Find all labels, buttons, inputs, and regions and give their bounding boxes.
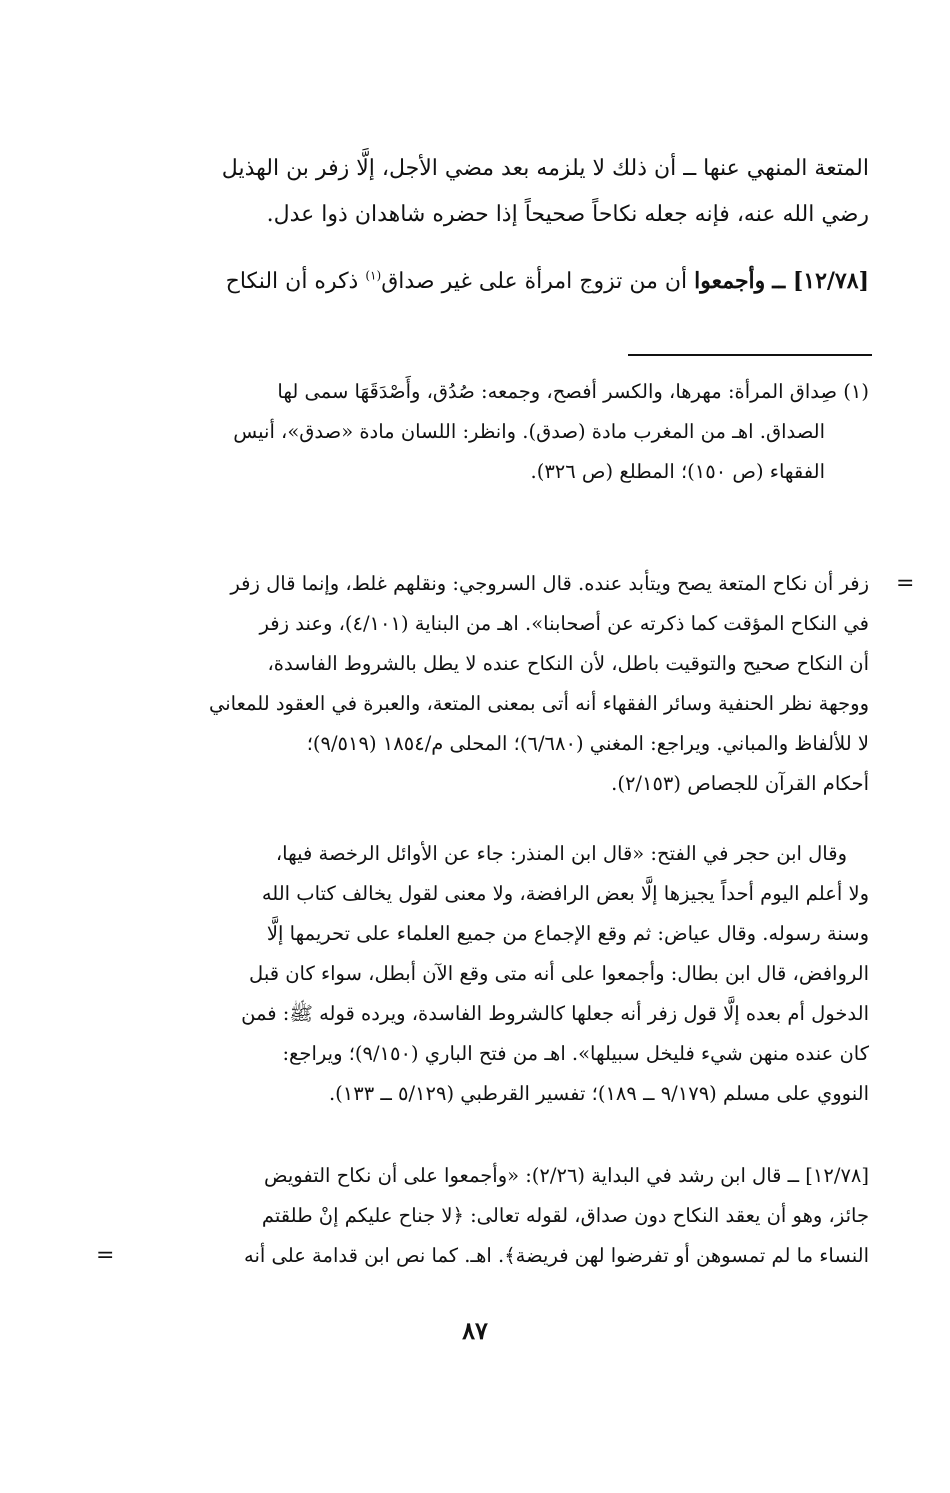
note-line: [١٢/٧٨] ــ قال ابن رشد في البداية (٢/٢٦): «وأجمعوا على أن نكاح التفويض [263, 1164, 869, 1187]
note-line: أحكام القرآن للجصاص (٢/١٥٣). [611, 772, 869, 795]
note-line: جائز، وهو أن يعقد النكاح دون صداق، لقوله تعالى: ﴿لا جناح عليكم إنْ طلقتم [261, 1204, 869, 1227]
continuation-mark-top: = [896, 571, 915, 596]
main-paragraph-1 [135, 146, 869, 238]
note-line: زفر أن نكاح المتعة يصح ويتأبد عنده. قال السروجي: ونقلهم غلط، وإنما قال زفر [230, 572, 869, 595]
footnote-line [135, 372, 869, 412]
note-line: النووي على مسلم (٩/١٧٩ ــ ١٨٩)؛ تفسير القرطبي (٥/١٢٩ ــ ١٣٣). [328, 1082, 869, 1105]
note-line: ووجهة نظر الحنفية وسائر الفقهاء أنه أتى بمعنى المتعة، والعبرة في العقود للمعاني [208, 692, 869, 715]
main-line: المتعة المنهي عنها ــ أن ذلك لا يلزمه بعد مضي الأجل، إلَّا زفر بن الهذيل [221, 156, 869, 181]
footnote-1 [135, 372, 869, 492]
section-marker: [١٢/٧٨] ــ [772, 268, 869, 294]
note-paragraph-3 [135, 1156, 869, 1276]
main-line [135, 258, 869, 305]
footnote-reference: (١) [365, 268, 382, 283]
main-text-span: أن من تزوج امرأة على غير صداق [381, 269, 695, 294]
continuation-mark-bottom: = [96, 1243, 115, 1268]
note-line: أن النكاح صحيح والتوقيت باطل، لأن النكاح عنده لا يطل بالشروط الفاسدة، [267, 652, 869, 675]
note-line: وسنة رسوله. وقال عياض: ثم وقع الإجماع من جميع العلماء على تحريمها إلَّا [266, 922, 869, 945]
note-paragraph-1 [135, 564, 869, 804]
footnote-number: (١) [843, 380, 869, 403]
footnote-text: صِداق المرأة: مهرها، والكسر أفصح، وجمعه: صُدُق، وأَصْدَقَهَا سمى لها [277, 380, 838, 403]
main-paragraph-2 [135, 258, 869, 305]
note-line: النساء ما لم تمسوهن أو تفرضوا لهن فريضة﴾. اهـ. كما نص ابن قدامة على أنه [244, 1244, 869, 1267]
note-line: الروافض، قال ابن بطال: وأجمعوا على أنه متى وقع الآن أبطل، سواء كان قبل [249, 962, 869, 985]
page-number: ٨٧ [462, 1316, 488, 1345]
note-line: في النكاح المؤقت كما ذكرته عن أصحابنا». اهـ من البناية (٤/١٠١)، وعند زفر [259, 612, 869, 635]
note-line: الدخول أم بعده إلَّا قول زفر أنه جعلها كالشروط الفاسدة، ويرده قوله ﷺ: فمن [241, 1002, 869, 1025]
note-paragraph-2 [135, 834, 869, 1114]
footnote-line: الصداق. اهـ من المغرب مادة (صدق). وانظر: اللسان مادة «صدق»، أنيس [233, 420, 825, 443]
note-line: لا للألفاظ والمباني. ويراجع: المغني (٦/٦٨٠)؛ المحلى م/١٨٥٤ (٩/٥١٩)؛ [306, 732, 869, 755]
keyword-bold: وأجمعوا [694, 268, 766, 294]
footnote-line: الفقهاء (ص ١٥٠)؛ المطلع (ص ٣٢٦). [530, 460, 825, 483]
footnote-separator [628, 354, 872, 356]
note-line: كان عنده منهن شيء فليخل سبيلها». اهـ من فتح الباري (٩/١٥٠)؛ ويراجع: [282, 1042, 869, 1065]
note-line: وقال ابن حجر في الفتح: «قال ابن المنذر: جاء عن الأوائل الرخصة فيها، [275, 842, 847, 865]
main-line: رضي الله عنه، فإنه جعله نكاحاً صحيحاً إذا حضره شاهدان ذوا عدل. [266, 202, 869, 227]
main-text-span: ذكره أن النكاح [225, 269, 366, 294]
note-line: ولا أعلم اليوم أحداً يجيزها إلَّا بعض الرافضة، ولا معنى لقول يخالف كتاب الله [261, 882, 869, 905]
